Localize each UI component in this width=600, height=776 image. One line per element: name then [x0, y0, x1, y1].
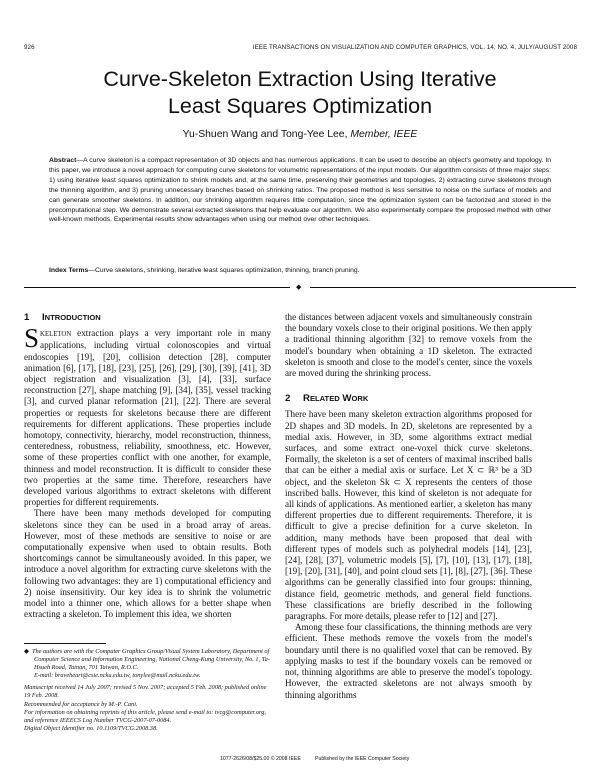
- index-terms: [49, 266, 551, 276]
- abstract-dash: —: [76, 157, 84, 164]
- section-1-title-rest: NTRODUCTION: [44, 313, 101, 322]
- separator-rule-left: [24, 287, 290, 288]
- bottom-issn: 1077-2626/08/$25.00 © 2008 IEEE: [220, 756, 301, 762]
- section-2-paragraph-1: There have been many skeleton extraction algorithms proposed for 2D shapes and 3D models. In 2D, skeletons are represented by a medial axis. However, in 3D, some algorithms extract medial surfaces, and some extract one-voxel thick curve skeletons. Formally, the skeleton is a set of centers of maximal inscribed balls that can be either a medial axis or surface. Let X ⊂ ℝ³ be a 3D object, and the skeleton Sk ⊂ X represents the centers of those inscribed balls. However, this kind of skeleton is not adequate for all kinds of applications. As mentioned earlier, a skeleton has many different properties due to different requirements. Therefore, it is difficult to give a precise definition for a curve skeleton. In addition, many methods have been proposed that deal with different types of models such as polyhedral models [14], [23], [24], [28], [37], volumetric models [5], [7], [10], [13], [17], [18], [19], [20], [31], [40], and point cloud sets [1], [8], [27], [36]. These algorithms can be generally classified into four groups: thinning, distance field, geometric methods, and general field functions. These classifications are briefly described in the following paragraphs. For more details, please refer to [12] and [27].: [285, 409, 532, 622]
- section-2-title-rest-2: ORK: [351, 394, 369, 404]
- footnote-doi: Digital Object Identifier no. 10.1109/TVCG.2008.38.: [24, 724, 158, 732]
- title-line-2: Least Squares Optimization: [167, 94, 433, 118]
- author-membership: Member, IEEE: [350, 129, 418, 140]
- drop-cap: S: [24, 323, 40, 354]
- section-1-paragraph-2: There have been many methods developed for computing skeletons since they can be used in a broad array of areas. However, most of these methods are sensitive to noise or are computationally expensive when used to obtain results. Both shortcomings cannot be simultaneously avoided. In this paper, we introduce a novel algorithm for extracting curve skeletons with the following two advantages: they are 1) computational efficiency and 2) noise insensitivity. Our key idea is to shrink the volumetric model into a thinner one, which allows for a better shape when extracting a skeleton. To implement this idea, we shorten: [24, 508, 271, 620]
- left-column: [24, 312, 271, 620]
- section-2-title-initial-2: W: [342, 393, 352, 405]
- abstract: [49, 156, 551, 225]
- index-terms-text: Curve skeletons, shrinking, iterative least squares optimization, thinning, branch pruning.: [95, 267, 360, 274]
- separator-diamond-icon: ◆: [296, 283, 302, 291]
- footnote-email: E-mail: braveheart@csie.ncku.edu.tw, tonylee@mail.ncku.edu.tw.: [34, 672, 201, 680]
- section-1-heading: [24, 312, 271, 323]
- author-names: Yu-Shuen Wang and Tong-Yee Lee,: [182, 129, 348, 140]
- footnote-reprints: For information on obtaining reprints of this article, please send e-mail to: tvcg@computer.org, and reference IEEECS Log Number TVCG-2007-07-0084.: [24, 708, 266, 724]
- separator-rule-right: [310, 287, 576, 288]
- footnote-received: Manuscript received 14 July 2007; revised 5 Nov. 2007; accepted 5 Feb. 2008; published online 19 Feb. 2008.: [24, 684, 267, 700]
- section-2-title-initial: R: [303, 393, 310, 405]
- title-line-1: Curve-Skeleton Extraction Using Iterative: [103, 67, 497, 91]
- section-1-paragraph-1: [24, 323, 271, 508]
- right-column: [285, 312, 532, 701]
- abstract-text: A curve skeleton is a compact representation of 3D objects and has numerous applications. It can be used to describe an object's geometry and topology. In this paper, we introduce a novel approach for computing curve skeletons for volumetric representations of the input models. Our algorithm consists of three major steps: 1) using iterative least squares optimization to shrink models and, at the same time, preserving their geometries and topologies, 2) extracting curve skeletons through the thinning algorithm, and 3) pruning unnecessary branches based on shrinking ratios. The proposed method is less sensitive to noise on the surface of models and can generate smoother skeletons. In addition, our shrinking algorithm requires little computation, since the optimization system can be factorized and stored in the precomputational step. We demonstrate several extracted skeletons that help evaluate our algorithm. We also experimentally compare the proposed method with other well-known methods. Experimental results show advantages when using our method over other techniques.: [49, 157, 551, 224]
- journal-issue: VOL. 14, NO. 4, JULY/AUGUST 2008: [470, 44, 577, 51]
- section-1-number: 1: [24, 312, 30, 323]
- index-terms-dash: —: [88, 267, 96, 274]
- bottom-publisher: Published by the IEEE Computer Society: [315, 756, 410, 762]
- section-2-heading: [285, 393, 532, 404]
- section-1-p1-text: extraction plays a very important role in many applications, including virtual colonoscopies and virtual endoscopies [19], [20], collision detection [28], computer animation [6], [17], [18], [23], [25], [26], [29], [30], [39], [41], 3D object registration and visualization [3], [4], [33], surface reconstruction [27], shape matching [9], [34], [35], vessel tracking [3], and curved planar reformation [21], [22]. There are several properties or requests for skeletons because there are different requirements for different applications. These properties include homotopy, connectivity, hierarchy, model reconstruction, thinness, centeredness, robustness, reliability, smoothness, etc. However, some of these properties conflict with one another, for example, thinness and model reconstruction. It is difficult to consider these two properties at the same time. Therefore, researchers have developed various algorithms to extract skeletons with different properties for different requirements.: [24, 328, 271, 508]
- footnotes: [24, 648, 271, 733]
- footnote-bullet-icon: ◆: [24, 648, 29, 655]
- index-terms-label: Index Terms: [49, 267, 89, 274]
- footnote-recommended: Recommended for acceptance by M.-P. Cani.: [24, 700, 138, 708]
- section-2-title-rest-1: ELATED: [309, 394, 340, 404]
- abstract-label: Abstract: [49, 157, 77, 164]
- section-2-number: 2: [285, 393, 291, 405]
- journal-name: IEEE TRANSACTIONS ON VISUALIZATION AND COMPUTER GRAPHICS,: [252, 44, 469, 51]
- section-1-title-initial: I: [42, 312, 45, 323]
- footnote-rule: [24, 643, 106, 644]
- page-number: 926: [24, 44, 35, 51]
- footnote-authors-text: The authors are with the Computer Graphics Group/Visual System Laboratory, Department of Computer Science and Information Engineering, National Cheng-Kung University, No. 1, Ta-Hsueh Road, Tainan, 701 Taiwan, R.O.C.: [32, 648, 270, 672]
- journal-header: [253, 44, 577, 51]
- section-2-paragraph-2: Among these four classifications, the thinning methods are very efficient. These methods remove the voxels from the model's boundary until there is no qualified voxel that can be removed. By applying masks to test if the boundary voxels can be removed or not, thinning algorithms are able to preserve the model's topology. However, the extracted skeletons are not always smooth by thinning algorithms: [285, 622, 532, 700]
- paper-title: [0, 66, 600, 120]
- section-1-paragraph-3: the distances between adjacent voxels and simultaneously constrain the boundary voxels close to their original positions. We then apply a traditional thinning algorithm [32] to remove voxels from the model's boundary when obtaining a 1D skeleton. The extracted skeleton is smooth and close to the model's center, since the voxels are moved during the shrinking process.: [285, 312, 532, 379]
- lead-word: KELETON: [40, 331, 72, 339]
- author-line: [0, 129, 600, 140]
- footnote-authors: [24, 648, 271, 672]
